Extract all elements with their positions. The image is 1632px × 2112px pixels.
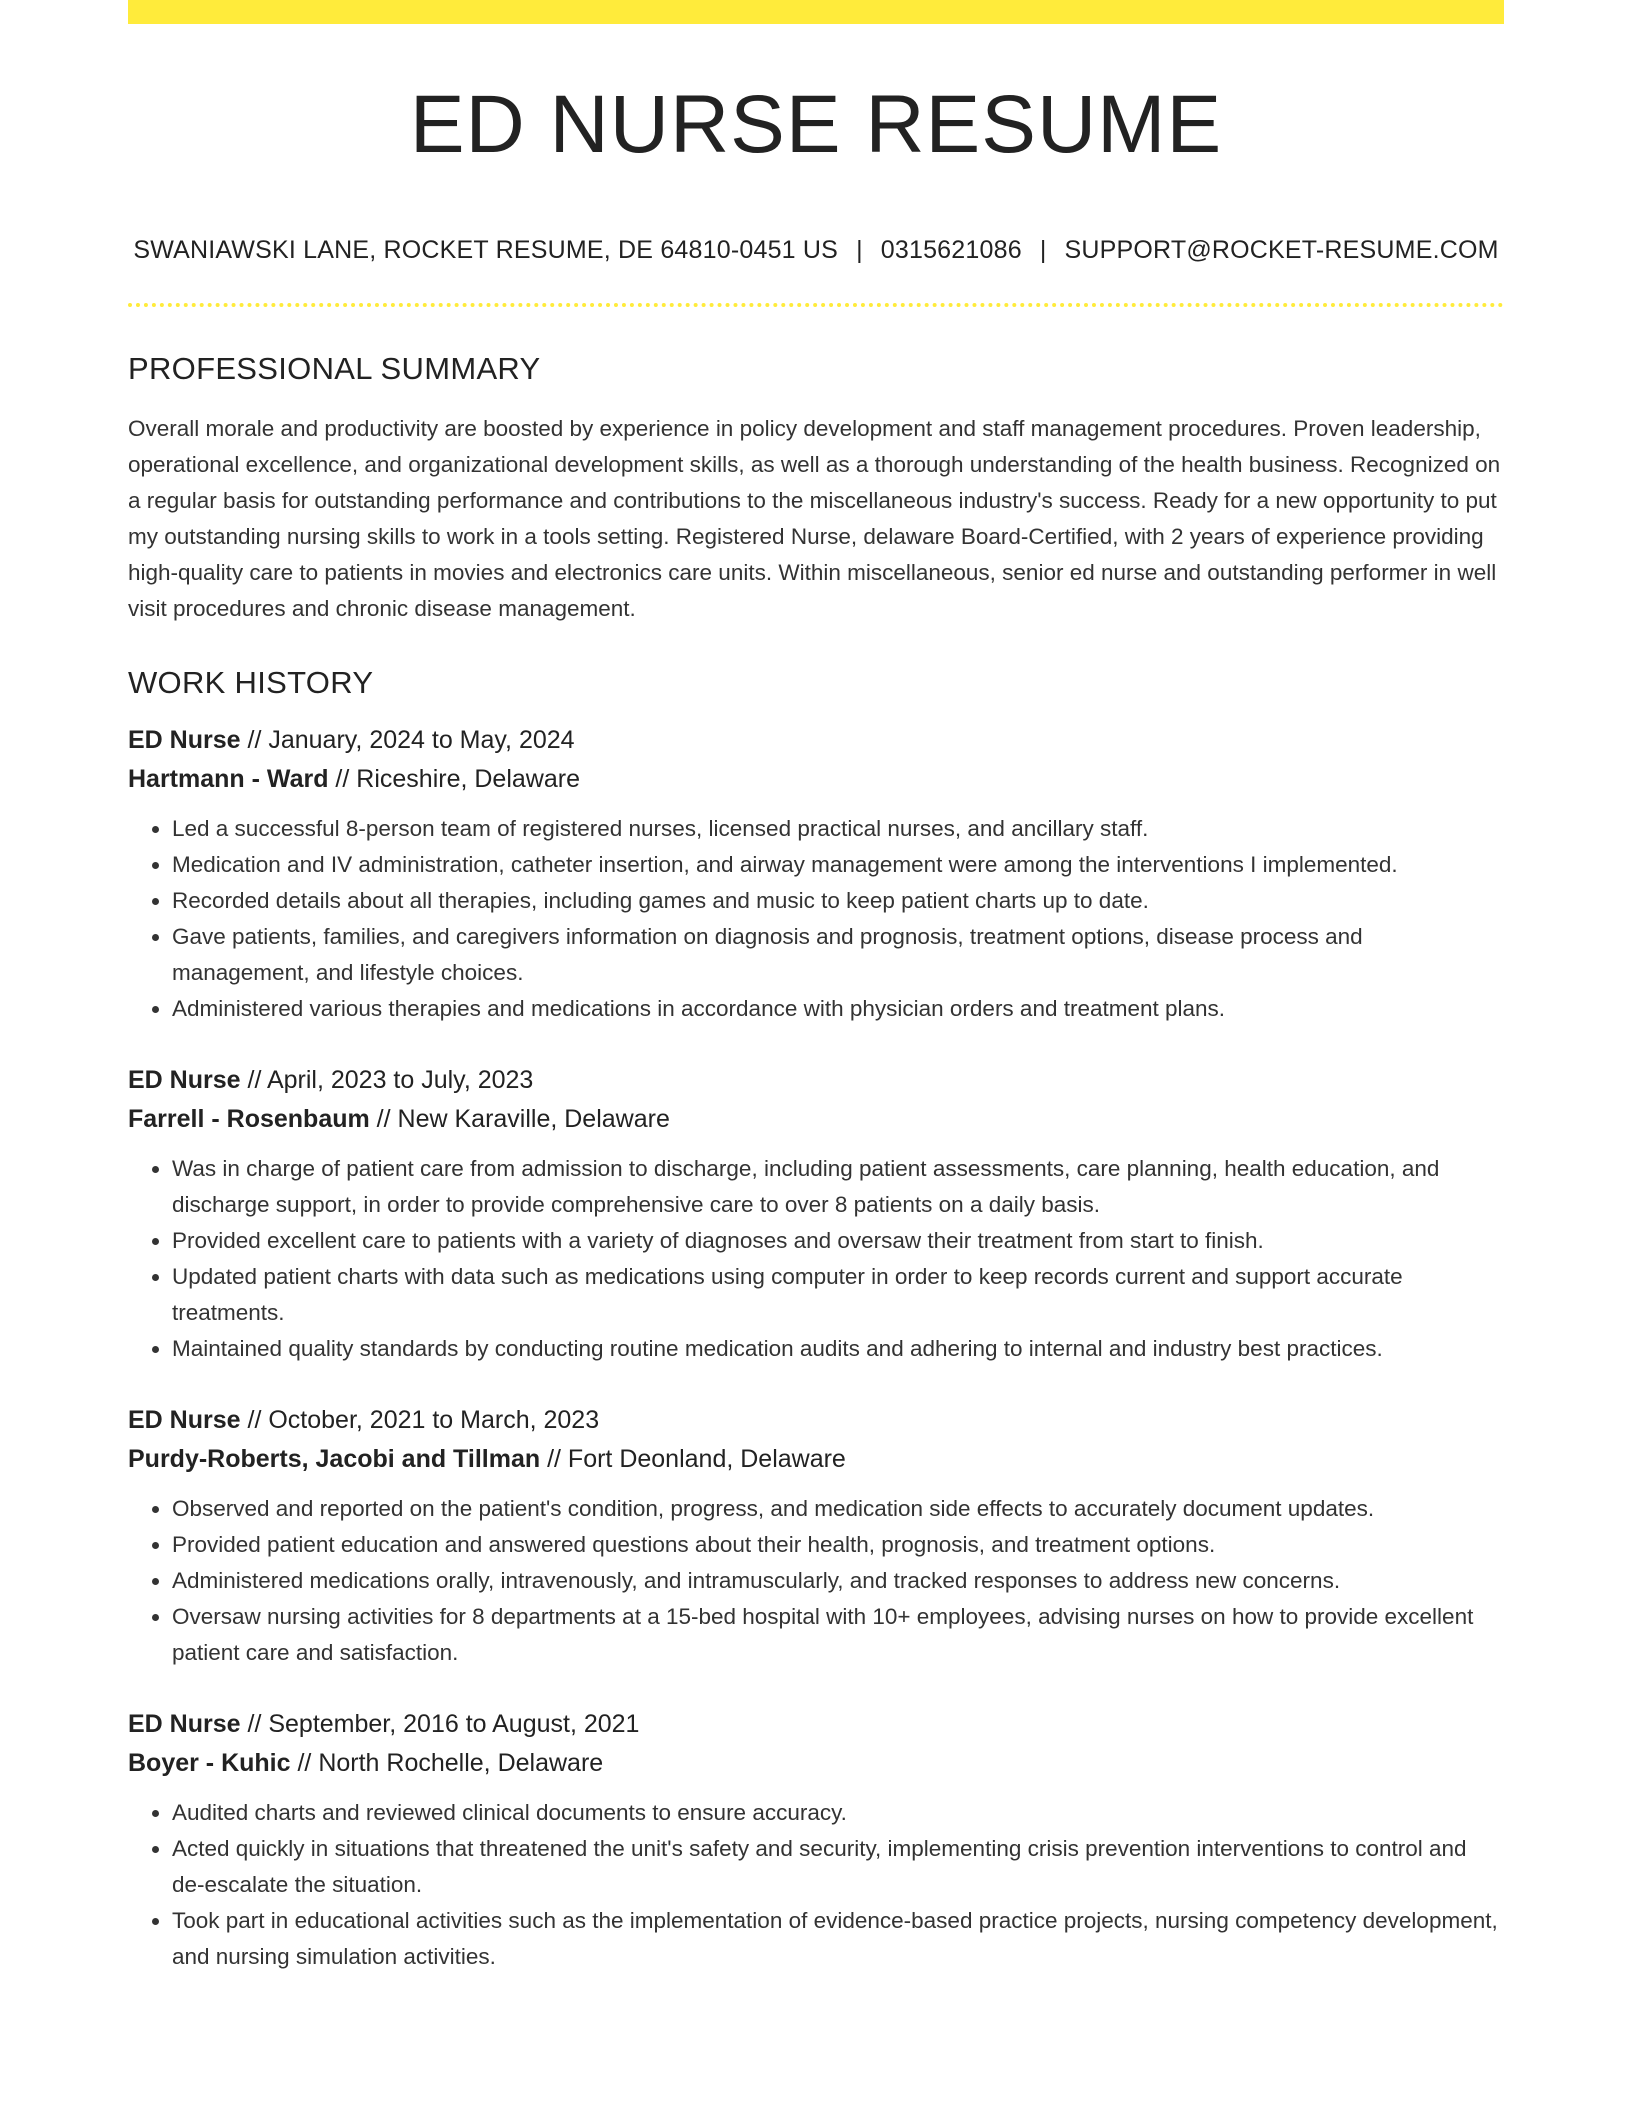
job-bullet-item: • Acted quickly in situations that threatened the unit's safety and security, implementing crisis prevention interventions to control and de-escalate the situation.	[172, 1831, 1504, 1903]
job-bullet-item: • Gave patients, families, and caregivers information on diagnosis and prognosis, treatment options, disease process and management, and lifestyle choices.	[172, 919, 1504, 991]
job-bullet-list	[128, 1795, 1504, 1975]
job-title: ED Nurse	[128, 726, 241, 754]
resume-title: ED NURSE RESUME	[409, 79, 1223, 170]
job-company: Hartmann - Ward	[128, 765, 329, 793]
contact-address: SWANIAWSKI LANE, ROCKET RESUME, DE 64810-0451 US	[133, 236, 839, 264]
location-separator: //	[328, 765, 357, 793]
contact-email[interactable]: SUPPORT@ROCKET-RESUME.COM	[1064, 236, 1499, 264]
job-bullet-item: • Took part in educational activities such as the implementation of evidence-based practice projects, nursing competency development, and nursing simulation activities.	[172, 1903, 1504, 1975]
job-bullet-item: • Observed and reported on the patient's condition, progress, and medication side effects to accurately document updates.	[172, 1491, 1504, 1527]
job-bullet-item: • Updated patient charts with data such as medications using computer in order to keep records current and support accurate treatments.	[172, 1259, 1504, 1331]
job-bullet-item: • Maintained quality standards by conducting routine medication audits and adhering to internal and industry best practices.	[172, 1331, 1504, 1367]
job-entry	[128, 721, 1504, 1027]
job-title: ED Nurse	[128, 1406, 241, 1434]
job-company-line	[128, 1439, 1504, 1479]
job-title: ED Nurse	[128, 1066, 241, 1094]
dotted-divider	[128, 303, 1504, 307]
contact-line	[128, 236, 1504, 265]
job-bullet-item: • Audited charts and reviewed clinical documents to ensure accuracy.	[172, 1795, 1504, 1831]
job-title-line	[128, 1401, 1504, 1439]
location-separator: //	[540, 1445, 568, 1473]
job-location: Riceshire, Delaware	[356, 765, 580, 793]
job-bullet-item: • Oversaw nursing activities for 8 departments at a 15-bed hospital with 10+ employees, advising nurses on how to provide excellent patient care and satisfaction.	[172, 1599, 1504, 1671]
job-bullet-item: • Recorded details about all therapies, including games and music to keep patient charts up to date.	[172, 883, 1504, 919]
job-bullet-item: • Provided patient education and answered questions about their health, prognosis, and treatment options.	[172, 1527, 1504, 1563]
job-location: Fort Deonland, Delaware	[567, 1445, 846, 1473]
job-title-line	[128, 1061, 1504, 1099]
job-dates: April, 2023 to July, 2023	[266, 1066, 534, 1094]
job-bullet-item: • Administered medications orally, intravenously, and intramuscularly, and tracked responses to address new concerns.	[172, 1563, 1504, 1599]
contact-separator: |	[1039, 236, 1047, 264]
contact-separator: |	[856, 236, 863, 264]
job-entry	[128, 1061, 1504, 1367]
date-separator: //	[240, 726, 269, 754]
job-bullet-item: • Administered various therapies and medications in accordance with physician orders and treatment plans.	[172, 991, 1504, 1027]
date-separator: //	[240, 1066, 267, 1094]
work-history-list	[128, 721, 1504, 1975]
job-company: Boyer - Kuhic	[128, 1749, 291, 1777]
accent-top-bar	[128, 0, 1504, 24]
job-company-line	[128, 1743, 1504, 1783]
job-bullet-item: • Was in charge of patient care from admission to discharge, including patient assessments, care planning, health education, and discharge support, in order to provide comprehensive care to over 8 patients on a daily basis.	[172, 1151, 1504, 1223]
location-separator: //	[290, 1749, 319, 1777]
date-separator: //	[240, 1406, 269, 1434]
job-company-line	[128, 1099, 1504, 1139]
job-title: ED Nurse	[128, 1710, 241, 1738]
job-title-line	[128, 1705, 1504, 1743]
job-bullet-list	[128, 1491, 1504, 1671]
location-separator: //	[369, 1105, 398, 1133]
job-company-line	[128, 759, 1504, 799]
job-bullet-item: • Led a successful 8-person team of registered nurses, licensed practical nurses, and ancillary staff.	[172, 811, 1504, 847]
job-title-line	[128, 721, 1504, 759]
job-entry	[128, 1401, 1504, 1671]
job-location: New Karaville, Delaware	[397, 1105, 670, 1133]
contact-phone[interactable]: 0315621086	[880, 236, 1022, 264]
job-bullet-item: • Medication and IV administration, catheter insertion, and airway management were among the interventions I implemented.	[172, 847, 1504, 883]
job-location: North Rochelle, Delaware	[318, 1749, 604, 1777]
job-bullet-list	[128, 811, 1504, 1027]
job-dates: September, 2016 to August, 2021	[268, 1710, 640, 1738]
job-bullet-list	[128, 1151, 1504, 1367]
job-company: Farrell - Rosenbaum	[128, 1105, 370, 1133]
job-bullet-item: • Provided excellent care to patients with a variety of diagnoses and oversaw their treatment from start to finish.	[172, 1223, 1504, 1259]
date-separator: //	[240, 1710, 269, 1738]
job-dates: October, 2021 to March, 2023	[268, 1406, 600, 1434]
summary-heading: PROFESSIONAL SUMMARY	[128, 351, 541, 386]
summary-text: Overall morale and productivity are boosted by experience in policy development and staff management procedures. Proven leadership, operational excellence, and organizational development skills, as well as a thorough understanding of the health business. Recognized on a regular basis for outstanding performance and contributions to the miscellaneous industry's success. Ready for a new opportunity to put my outstanding nursing skills to work in a tools setting. Registered Nurse, delaware Board-Certified, with 2 years of experience providing high-quality care to patients in movies and electronics care units. Within miscellaneous, senior ed nurse and outstanding performer in well visit procedures and chronic disease management.	[128, 416, 1501, 621]
resume-page	[128, 0, 1504, 1975]
work-history-heading: WORK HISTORY	[128, 665, 374, 700]
job-company: Purdy-Roberts, Jacobi and Tillman	[128, 1445, 541, 1473]
job-dates: January, 2024 to May, 2024	[268, 726, 575, 754]
job-entry	[128, 1705, 1504, 1975]
